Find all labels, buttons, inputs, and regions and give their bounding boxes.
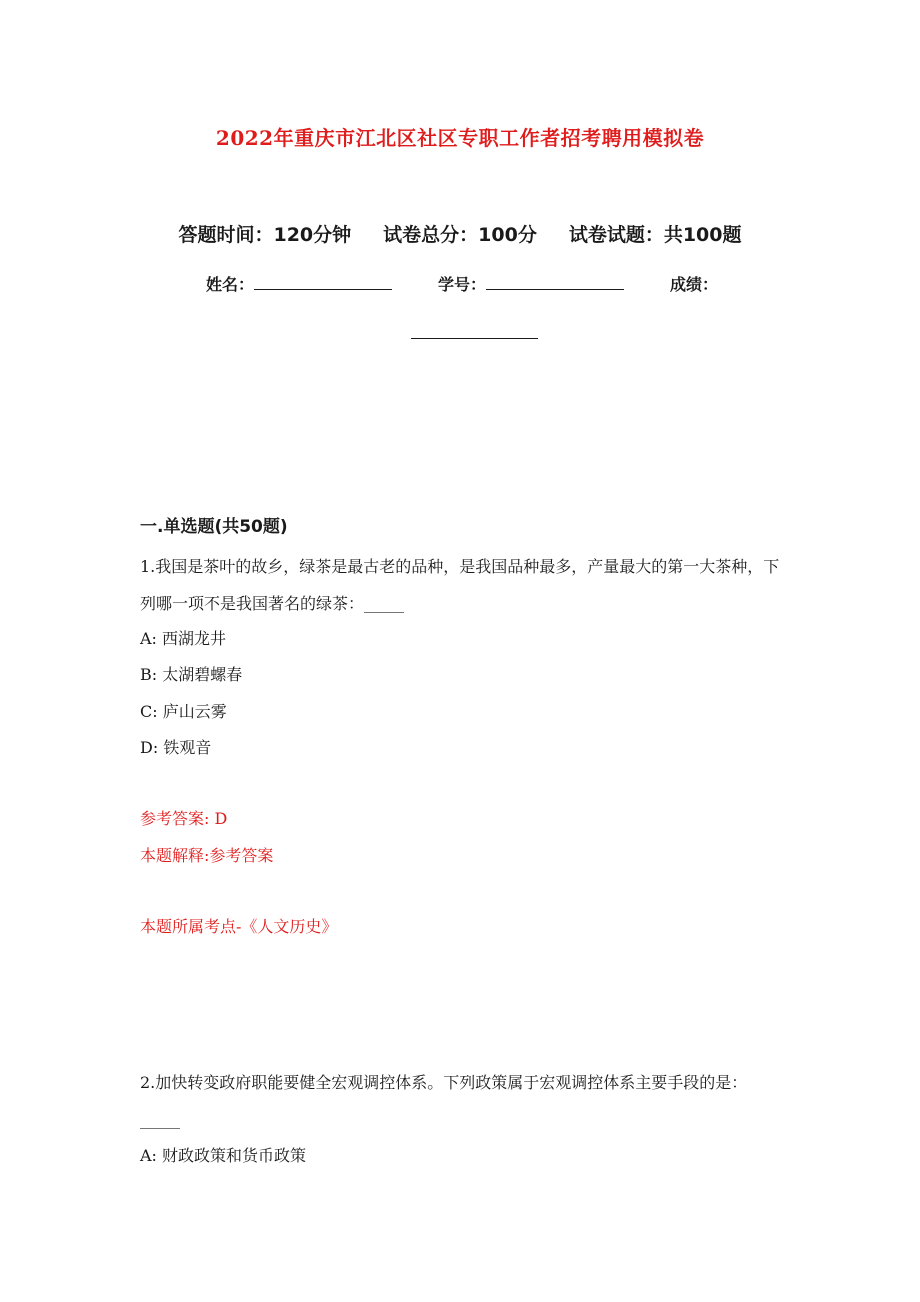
section-heading: 一.单选题(共50题) [140, 517, 288, 537]
name-label: 姓名： [206, 275, 255, 294]
student-info-fields [206, 272, 718, 295]
question-1-explanation: 本题解释:参考答案 [140, 846, 274, 865]
question-2-option-a: A: 财政政策和货币政策 [140, 1146, 307, 1165]
score-label: 成绩： [670, 275, 719, 294]
student-id-blank [486, 275, 624, 290]
question-2-text: 2.加快转变政府职能要健全宏观调控体系。下列政策属于宏观调控体系主要手段的是：_____ [140, 1073, 748, 1129]
exam-time: 答题时间：120分钟 [178, 224, 352, 246]
question-1-option-b: B: 太湖碧螺春 [140, 665, 243, 684]
exam-total-score: 试卷总分：100分 [383, 224, 537, 246]
score-blank [411, 338, 538, 339]
question-1-answer: 参考答案: D [140, 809, 228, 828]
question-1-topic: 本题所属考点-《人文历史》 [140, 917, 338, 936]
question-1-text: 1.我国是茶叶的故乡，绿茶是最古老的品种，是我国品种最多，产量最大的第一大茶种，下列哪一项不是我国著名的绿茶：_____ [140, 557, 780, 613]
question-1-option-d: D: 铁观音 [140, 738, 212, 757]
exam-title: 2022年重庆市江北区社区专职工作者招考聘用模拟卷 [215, 126, 705, 150]
question-1-option-a: A: 西湖龙井 [140, 629, 227, 648]
student-id-label: 学号： [438, 275, 487, 294]
question-1-option-c: C: 庐山云雾 [140, 702, 227, 721]
exam-meta [0, 220, 920, 247]
exam-question-count: 试卷试题：共100题 [568, 224, 742, 246]
name-blank [254, 275, 392, 290]
